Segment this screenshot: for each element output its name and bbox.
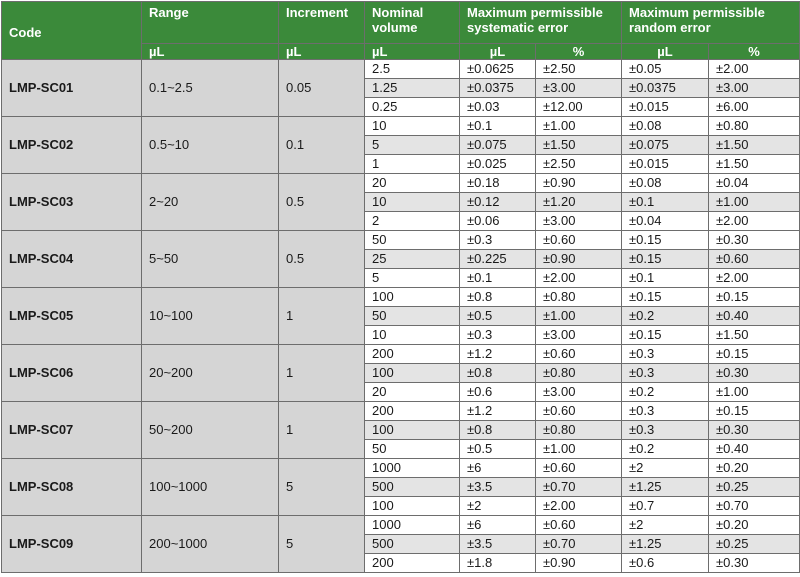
unit-nominal: µL [365, 44, 460, 60]
random-error-ul-cell: ±0.15 [622, 288, 709, 307]
random-error-pct-cell: ±2.00 [709, 269, 800, 288]
nominal-volume-cell: 500 [365, 478, 460, 497]
model-increment: 1 [279, 288, 365, 345]
systematic-error-ul-cell: ±2 [460, 497, 536, 516]
table-row [2, 459, 800, 478]
nominal-volume-cell: 200 [365, 402, 460, 421]
random-error-ul-cell: ±2 [622, 459, 709, 478]
random-error-pct-cell: ±1.00 [709, 383, 800, 402]
pipette-spec-table [1, 1, 800, 573]
model-code: LMP-SC06 [2, 345, 142, 402]
header-nominal-line1: Nominal [372, 5, 424, 20]
nominal-volume-cell: 2 [365, 212, 460, 231]
systematic-error-pct-cell: ±3.00 [536, 212, 622, 231]
random-error-pct-cell: ±6.00 [709, 98, 800, 117]
systematic-error-pct-cell: ±2.00 [536, 497, 622, 516]
random-error-ul-cell: ±0.2 [622, 383, 709, 402]
random-error-ul-cell: ±0.08 [622, 174, 709, 193]
random-error-pct-cell: ±1.50 [709, 155, 800, 174]
nominal-volume-cell: 25 [365, 250, 460, 269]
header-nominal-line2: volume [372, 20, 418, 35]
systematic-error-pct-cell: ±0.80 [536, 364, 622, 383]
systematic-error-pct-cell: ±1.20 [536, 193, 622, 212]
header-systematic-line1: Maximum permissible [467, 5, 603, 20]
random-error-pct-cell: ±2.00 [709, 60, 800, 79]
random-error-pct-cell: ±0.15 [709, 402, 800, 421]
model-increment: 1 [279, 345, 365, 402]
nominal-volume-cell: 1000 [365, 459, 460, 478]
nominal-volume-cell: 100 [365, 421, 460, 440]
systematic-error-pct-cell: ±3.00 [536, 326, 622, 345]
systematic-error-pct-cell: ±2.00 [536, 269, 622, 288]
model-code: LMP-SC04 [2, 231, 142, 288]
table-row [2, 174, 800, 193]
systematic-error-pct-cell: ±3.00 [536, 79, 622, 98]
systematic-error-ul-cell: ±0.225 [460, 250, 536, 269]
random-error-ul-cell: ±1.25 [622, 478, 709, 497]
random-error-pct-cell: ±0.20 [709, 516, 800, 535]
random-error-pct-cell: ±0.80 [709, 117, 800, 136]
header-systematic-line2: systematic error [467, 20, 569, 35]
systematic-error-ul-cell: ±0.5 [460, 440, 536, 459]
model-code: LMP-SC09 [2, 516, 142, 573]
model-code: LMP-SC01 [2, 60, 142, 117]
nominal-volume-cell: 10 [365, 193, 460, 212]
nominal-volume-cell: 0.25 [365, 98, 460, 117]
unit-systematic-ul: µL [460, 44, 536, 60]
random-error-pct-cell: ±2.00 [709, 212, 800, 231]
random-error-ul-cell: ±0.075 [622, 136, 709, 155]
systematic-error-ul-cell: ±1.8 [460, 554, 536, 573]
random-error-ul-cell: ±0.15 [622, 326, 709, 345]
random-error-ul-cell: ±0.2 [622, 307, 709, 326]
systematic-error-ul-cell: ±0.8 [460, 364, 536, 383]
header-random-line1: Maximum permissible [629, 5, 765, 20]
model-range: 50~200 [142, 402, 279, 459]
systematic-error-ul-cell: ±0.8 [460, 288, 536, 307]
random-error-pct-cell: ±1.50 [709, 326, 800, 345]
systematic-error-pct-cell: ±0.60 [536, 459, 622, 478]
systematic-error-pct-cell: ±1.50 [536, 136, 622, 155]
systematic-error-ul-cell: ±0.3 [460, 326, 536, 345]
systematic-error-ul-cell: ±0.06 [460, 212, 536, 231]
random-error-pct-cell: ±0.70 [709, 497, 800, 516]
systematic-error-pct-cell: ±1.00 [536, 440, 622, 459]
systematic-error-pct-cell: ±1.00 [536, 307, 622, 326]
systematic-error-ul-cell: ±6 [460, 516, 536, 535]
random-error-ul-cell: ±0.2 [622, 440, 709, 459]
systematic-error-ul-cell: ±0.12 [460, 193, 536, 212]
nominal-volume-cell: 20 [365, 174, 460, 193]
systematic-error-pct-cell: ±0.70 [536, 535, 622, 554]
random-error-pct-cell: ±0.30 [709, 554, 800, 573]
table-row [2, 60, 800, 79]
random-error-ul-cell: ±0.3 [622, 345, 709, 364]
random-error-ul-cell: ±0.08 [622, 117, 709, 136]
random-error-pct-cell: ±0.30 [709, 421, 800, 440]
nominal-volume-cell: 5 [365, 136, 460, 155]
header-random-line2: random error [629, 20, 711, 35]
header-code: Code [2, 2, 142, 60]
systematic-error-ul-cell: ±3.5 [460, 535, 536, 554]
random-error-pct-cell: ±1.00 [709, 193, 800, 212]
model-code: LMP-SC02 [2, 117, 142, 174]
nominal-volume-cell: 100 [365, 364, 460, 383]
random-error-pct-cell: ±0.25 [709, 478, 800, 497]
random-error-ul-cell: ±1.25 [622, 535, 709, 554]
header-row [2, 2, 800, 44]
systematic-error-ul-cell: ±0.1 [460, 269, 536, 288]
table-row [2, 288, 800, 307]
systematic-error-pct-cell: ±0.90 [536, 250, 622, 269]
unit-range: µL [142, 44, 279, 60]
systematic-error-ul-cell: ±0.5 [460, 307, 536, 326]
random-error-pct-cell: ±0.20 [709, 459, 800, 478]
random-error-ul-cell: ±0.1 [622, 193, 709, 212]
random-error-pct-cell: ±0.30 [709, 231, 800, 250]
systematic-error-pct-cell: ±0.80 [536, 421, 622, 440]
random-error-ul-cell: ±0.3 [622, 364, 709, 383]
random-error-ul-cell: ±0.1 [622, 269, 709, 288]
nominal-volume-cell: 50 [365, 440, 460, 459]
table-row [2, 117, 800, 136]
model-increment: 0.5 [279, 231, 365, 288]
systematic-error-pct-cell: ±0.80 [536, 288, 622, 307]
model-range: 5~50 [142, 231, 279, 288]
model-range: 100~1000 [142, 459, 279, 516]
nominal-volume-cell: 2.5 [365, 60, 460, 79]
systematic-error-ul-cell: ±0.0625 [460, 60, 536, 79]
random-error-pct-cell: ±0.40 [709, 440, 800, 459]
systematic-error-ul-cell: ±0.8 [460, 421, 536, 440]
systematic-error-pct-cell: ±0.90 [536, 174, 622, 193]
random-error-ul-cell: ±2 [622, 516, 709, 535]
random-error-pct-cell: ±0.40 [709, 307, 800, 326]
systematic-error-pct-cell: ±0.60 [536, 345, 622, 364]
model-range: 10~100 [142, 288, 279, 345]
random-error-pct-cell: ±3.00 [709, 79, 800, 98]
model-increment: 5 [279, 516, 365, 573]
nominal-volume-cell: 1.25 [365, 79, 460, 98]
systematic-error-pct-cell: ±0.60 [536, 516, 622, 535]
systematic-error-pct-cell: ±0.70 [536, 478, 622, 497]
nominal-volume-cell: 50 [365, 307, 460, 326]
systematic-error-pct-cell: ±0.60 [536, 231, 622, 250]
systematic-error-pct-cell: ±2.50 [536, 60, 622, 79]
systematic-error-ul-cell: ±1.2 [460, 345, 536, 364]
random-error-ul-cell: ±0.15 [622, 231, 709, 250]
nominal-volume-cell: 200 [365, 345, 460, 364]
systematic-error-ul-cell: ±0.075 [460, 136, 536, 155]
nominal-volume-cell: 10 [365, 326, 460, 345]
systematic-error-pct-cell: ±0.90 [536, 554, 622, 573]
header-random-error [622, 2, 800, 44]
model-increment: 0.05 [279, 60, 365, 117]
random-error-pct-cell: ±1.50 [709, 136, 800, 155]
model-range: 200~1000 [142, 516, 279, 573]
model-code: LMP-SC03 [2, 174, 142, 231]
random-error-ul-cell: ±0.3 [622, 421, 709, 440]
random-error-pct-cell: ±0.15 [709, 345, 800, 364]
model-code: LMP-SC05 [2, 288, 142, 345]
systematic-error-ul-cell: ±1.2 [460, 402, 536, 421]
systematic-error-ul-cell: ±0.03 [460, 98, 536, 117]
spec-table-body [2, 60, 800, 573]
systematic-error-pct-cell: ±2.50 [536, 155, 622, 174]
unit-increment: µL [279, 44, 365, 60]
systematic-error-ul-cell: ±0.0375 [460, 79, 536, 98]
model-range: 0.5~10 [142, 117, 279, 174]
header-increment: Increment [279, 2, 365, 44]
table-row [2, 345, 800, 364]
systematic-error-pct-cell: ±3.00 [536, 383, 622, 402]
random-error-pct-cell: ±0.04 [709, 174, 800, 193]
random-error-ul-cell: ±0.6 [622, 554, 709, 573]
systematic-error-ul-cell: ±0.025 [460, 155, 536, 174]
random-error-pct-cell: ±0.30 [709, 364, 800, 383]
nominal-volume-cell: 100 [365, 497, 460, 516]
systematic-error-ul-cell: ±3.5 [460, 478, 536, 497]
header-range: Range [142, 2, 279, 44]
nominal-volume-cell: 200 [365, 554, 460, 573]
systematic-error-pct-cell: ±0.60 [536, 402, 622, 421]
table-row [2, 402, 800, 421]
model-range: 0.1~2.5 [142, 60, 279, 117]
nominal-volume-cell: 1 [365, 155, 460, 174]
nominal-volume-cell: 10 [365, 117, 460, 136]
nominal-volume-cell: 50 [365, 231, 460, 250]
model-increment: 5 [279, 459, 365, 516]
random-error-ul-cell: ±0.15 [622, 250, 709, 269]
table-row [2, 231, 800, 250]
table-row [2, 516, 800, 535]
nominal-volume-cell: 1000 [365, 516, 460, 535]
systematic-error-pct-cell: ±1.00 [536, 117, 622, 136]
random-error-ul-cell: ±0.05 [622, 60, 709, 79]
random-error-ul-cell: ±0.0375 [622, 79, 709, 98]
systematic-error-ul-cell: ±6 [460, 459, 536, 478]
random-error-ul-cell: ±0.015 [622, 98, 709, 117]
nominal-volume-cell: 5 [365, 269, 460, 288]
model-increment: 1 [279, 402, 365, 459]
model-increment: 0.1 [279, 117, 365, 174]
systematic-error-pct-cell: ±12.00 [536, 98, 622, 117]
header-nominal-volume [365, 2, 460, 44]
header-systematic-error [460, 2, 622, 44]
systematic-error-ul-cell: ±0.3 [460, 231, 536, 250]
nominal-volume-cell: 100 [365, 288, 460, 307]
model-range: 2~20 [142, 174, 279, 231]
unit-systematic-pct: % [536, 44, 622, 60]
random-error-ul-cell: ±0.3 [622, 402, 709, 421]
model-increment: 0.5 [279, 174, 365, 231]
random-error-pct-cell: ±0.60 [709, 250, 800, 269]
random-error-pct-cell: ±0.15 [709, 288, 800, 307]
model-range: 20~200 [142, 345, 279, 402]
model-code: LMP-SC08 [2, 459, 142, 516]
unit-random-ul: µL [622, 44, 709, 60]
unit-random-pct: % [709, 44, 800, 60]
random-error-ul-cell: ±0.04 [622, 212, 709, 231]
systematic-error-ul-cell: ±0.6 [460, 383, 536, 402]
random-error-pct-cell: ±0.25 [709, 535, 800, 554]
nominal-volume-cell: 500 [365, 535, 460, 554]
model-code: LMP-SC07 [2, 402, 142, 459]
random-error-ul-cell: ±0.7 [622, 497, 709, 516]
systematic-error-ul-cell: ±0.1 [460, 117, 536, 136]
nominal-volume-cell: 20 [365, 383, 460, 402]
systematic-error-ul-cell: ±0.18 [460, 174, 536, 193]
random-error-ul-cell: ±0.015 [622, 155, 709, 174]
